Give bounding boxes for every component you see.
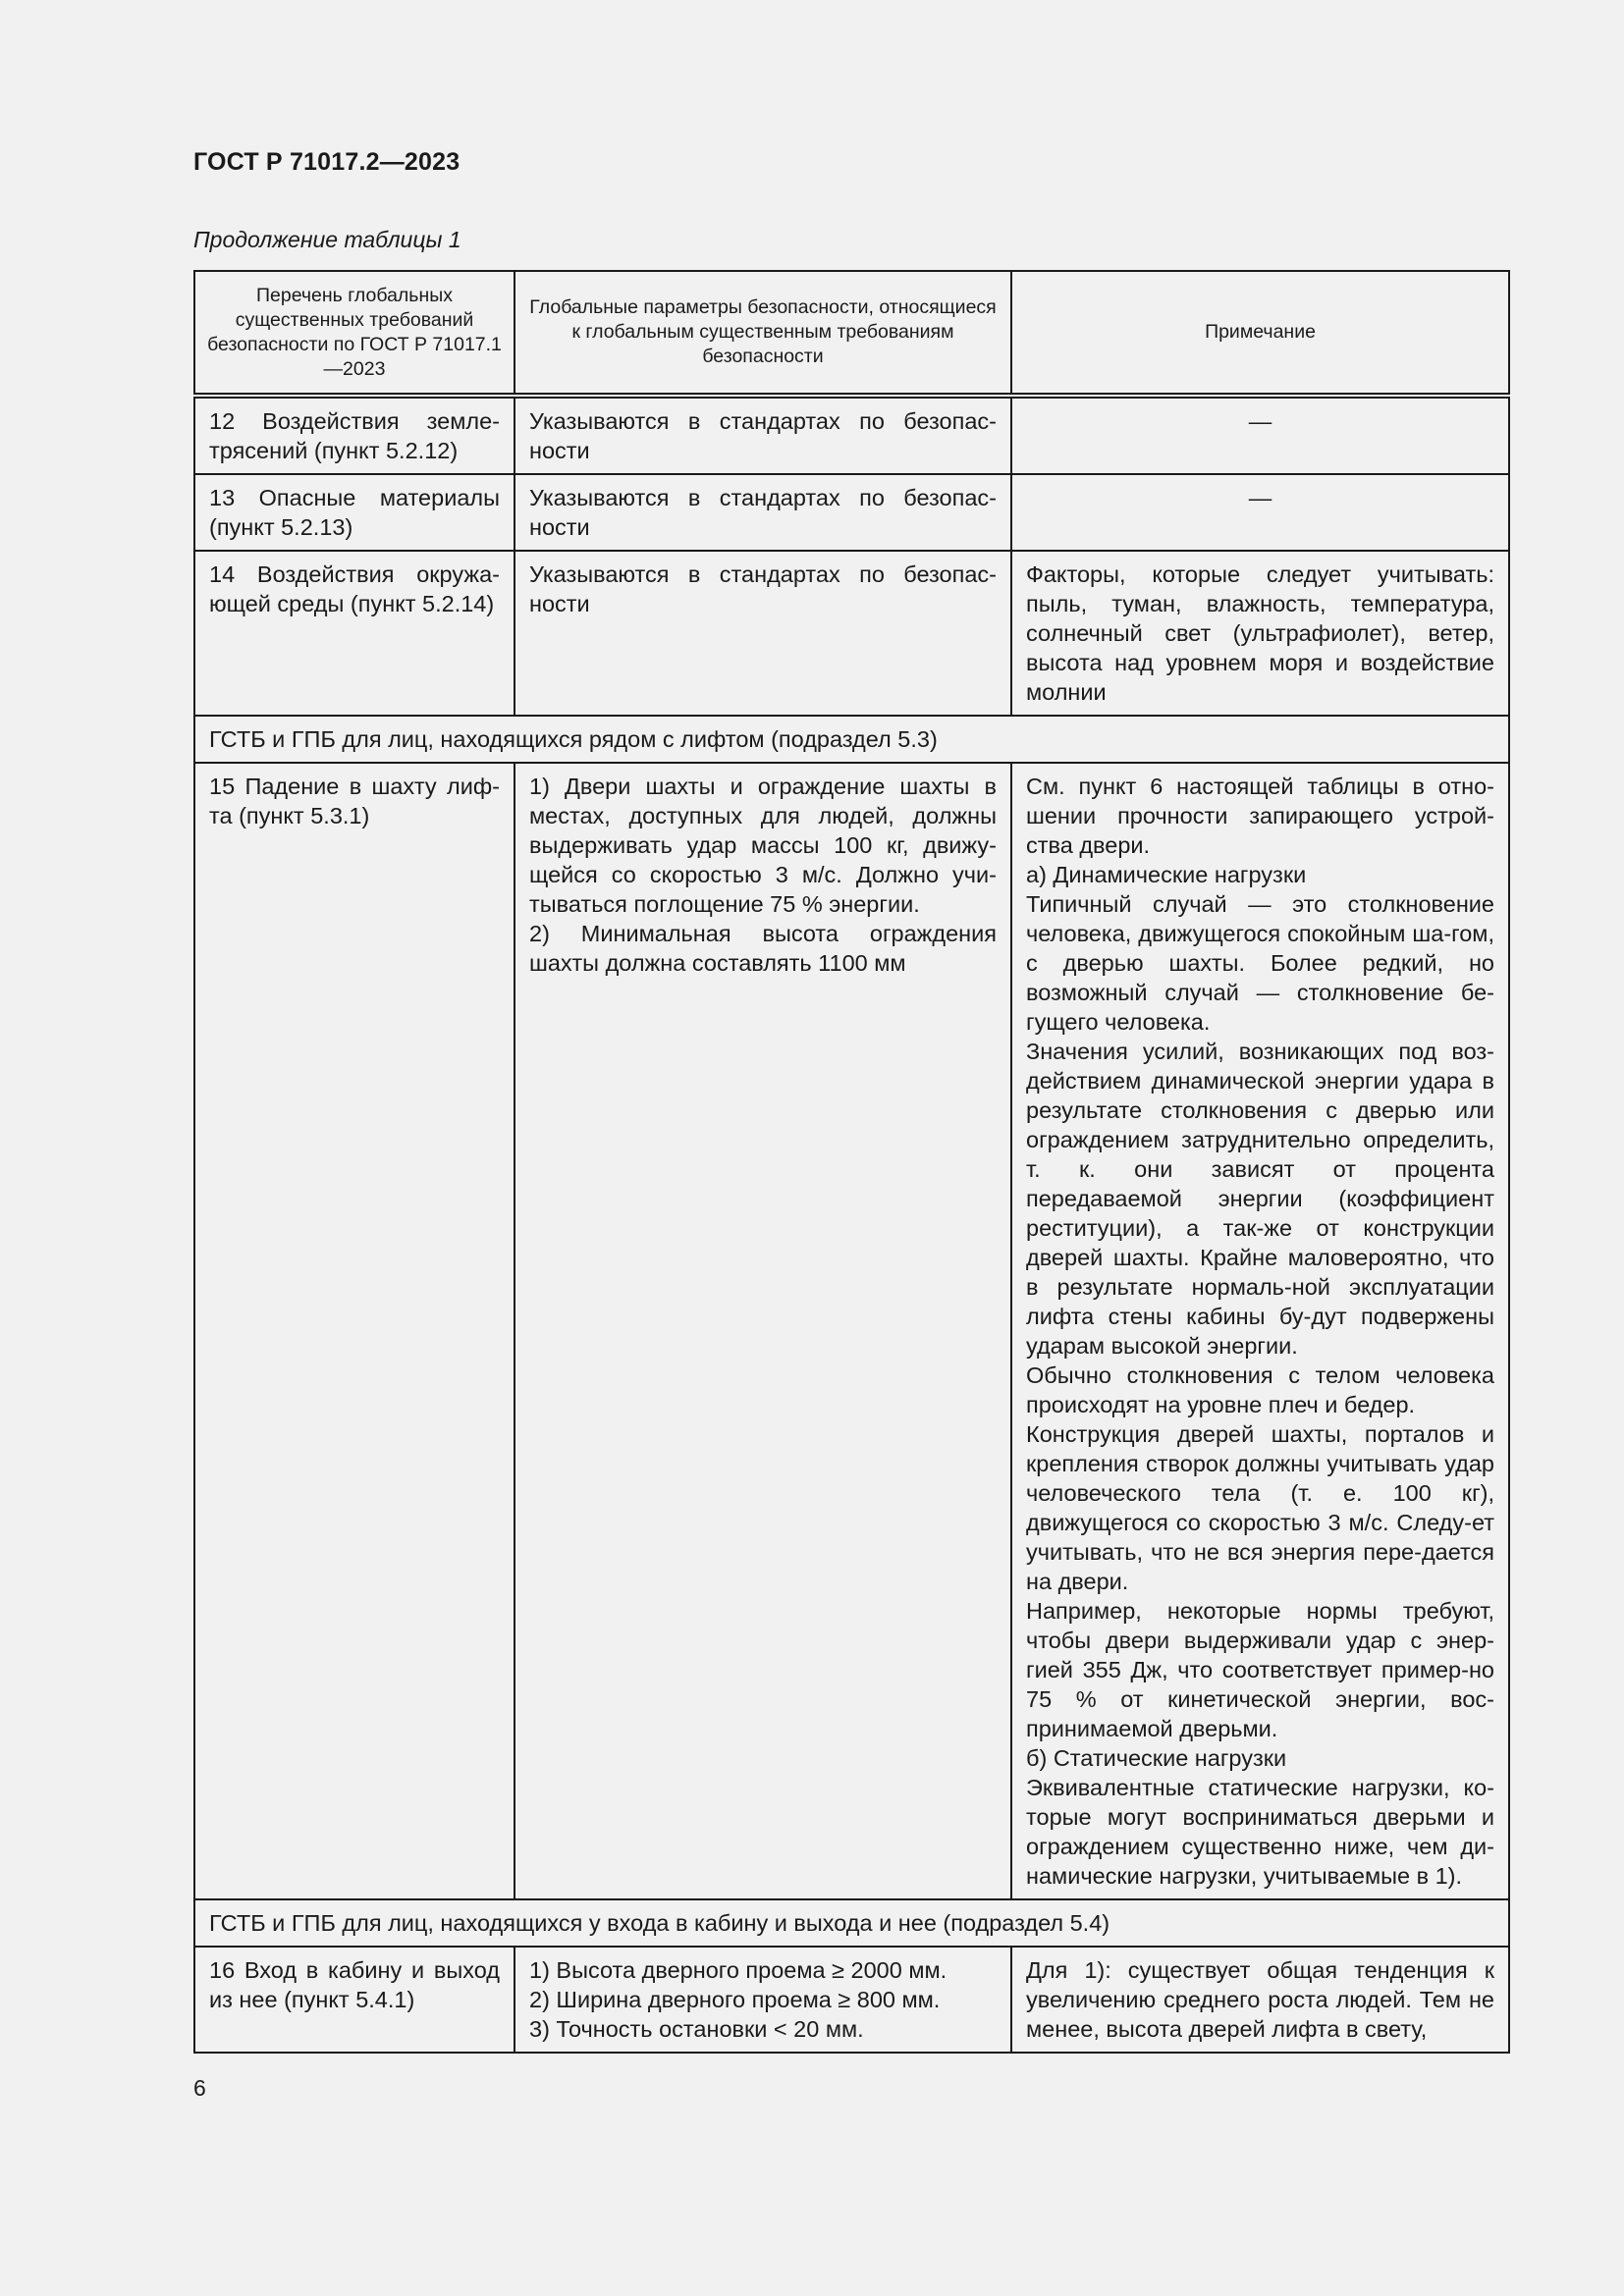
note-cell: —	[1011, 396, 1509, 474]
section-row	[194, 716, 1509, 763]
table-row	[194, 1947, 1509, 2053]
table-row	[194, 551, 1509, 716]
section-heading-cabin-entry: ГСТБ и ГПБ для лиц, находящихся у входа в кабину и выхода и нее (подраздел 5.4)	[194, 1899, 1509, 1947]
note-paragraph: Обычно столкновения с телом человека происходят на уровне плеч и бедер.	[1026, 1362, 1494, 1417]
parameters-cell	[514, 1947, 1011, 2053]
parameters-cell	[514, 763, 1011, 1899]
note-paragraph: Конструкция дверей шахты, порталов и крепления створок должны учитывать удар человеческого тела (т. е. 100 кг), движущегося со скоростью 3 м/с. Следу-ет учитывать, что не вся энергия пере-дается на двери.	[1026, 1421, 1494, 1594]
parameter-item: 1) Двери шахты и ограждение шахты в местах, доступных для людей, должны выдерживать удар массы 100 кг, движу-щейся со скоростью 3 м/с. Должно учи-тываться поглощение 75 % энергии.	[529, 774, 997, 917]
table-row	[194, 396, 1509, 474]
note-paragraph: а) Динамические нагрузки	[1026, 862, 1307, 887]
note-paragraph: Например, некоторые нормы требуют, чтобы двери выдерживали удар с энер-гией 355 Дж, что соответствует пример-но 75 % от кинетической энергии, вос-принимаемой дверьми.	[1026, 1598, 1494, 1741]
note-cell: —	[1011, 474, 1509, 551]
section-heading-lift-nearby: ГСТБ и ГПБ для лиц, находящихся рядом с лифтом (подраздел 5.3)	[194, 716, 1509, 763]
table-caption: Продолжение таблицы 1	[193, 227, 461, 252]
note-paragraph: Эквивалентные статические нагрузки, ко-торые могут восприниматься дверьми и ограждением существенно ниже, чем ди-намические нагрузки, учитываемые в 1).	[1026, 1775, 1494, 1889]
parameters-cell: Указываются в стандартах по безопас-ности	[514, 396, 1011, 474]
note-cell: Факторы, которые следует учитывать: пыль, туман, влажность, температура, солнечный свет (ультрафиолет), ветер, высота над уровнем моря и воздействие молнии	[1011, 551, 1509, 716]
column-header-parameters: Глобальные параметры безопасности, относящиеся к глобальным существенным требованиям безопасности	[514, 271, 1011, 396]
table-header-row	[194, 271, 1509, 396]
table-row	[194, 474, 1509, 551]
note-paragraph: Значения усилий, возникающих под воз-действием динамической энергии удара в результате столкновения с дверью или ограждением затруднительно определить, т. к. они зависят от процента передаваемой энергии (коэффициент реституции), а так-же от конструкции дверей шахты. Крайне маловероятно, что в результате нормаль-ной эксплуатации лифта стены кабины бу-дут подвержены ударам высокой энергии.	[1026, 1039, 1494, 1359]
document-header: ГОСТ Р 71017.2—2023	[193, 148, 460, 176]
section-row	[194, 1899, 1509, 1947]
note-paragraph: См. пункт 6 настоящей таблицы в отно-шении прочности запирающего устрой-ства двери.	[1026, 774, 1494, 858]
requirement-cell: 13 Опасные материалы (пункт 5.2.13)	[194, 474, 514, 551]
requirement-cell: 15 Падение в шахту лиф-та (пункт 5.3.1)	[194, 763, 514, 1899]
parameter-item: 2) Минимальная высота ограждения шахты должна составлять 1100 мм	[529, 921, 997, 976]
parameters-cell: Указываются в стандартах по безопас-ности	[514, 551, 1011, 716]
parameters-cell: Указываются в стандартах по безопас-ности	[514, 474, 1011, 551]
requirement-cell: 16 Вход в кабину и выход из нее (пункт 5.4.1)	[194, 1947, 514, 2053]
requirements-table	[193, 270, 1510, 2054]
requirement-cell: 14 Воздействия окружа-ющей среды (пункт 5.2.14)	[194, 551, 514, 716]
page-number: 6	[193, 2075, 206, 2101]
parameter-item: 3) Точность остановки < 20 мм.	[529, 2016, 864, 2042]
requirement-cell: 12 Воздействия земле-трясений (пункт 5.2.12)	[194, 396, 514, 474]
note-cell	[1011, 763, 1509, 1899]
note-paragraph: Типичный случай — это столкновение человека, движущегося спокойным ша-гом, с дверью шахты. Более редкий, но возможный случай — столкновение бе-гущего человека.	[1026, 891, 1494, 1035]
parameter-item: 1) Высота дверного проема ≥ 2000 мм.	[529, 1957, 947, 1983]
column-header-note: Примечание	[1011, 271, 1509, 396]
column-header-requirements: Перечень глобальных существенных требований безопасности по ГОСТ Р 71017.1—2023	[194, 271, 514, 396]
parameter-item: 2) Ширина дверного проема ≥ 800 мм.	[529, 1987, 941, 2012]
note-paragraph: б) Статические нагрузки	[1026, 1745, 1287, 1771]
note-cell: Для 1): существует общая тенденция к увеличению среднего роста людей. Тем не менее, высота дверей лифта в свету,	[1011, 1947, 1509, 2053]
table-row	[194, 763, 1509, 1899]
